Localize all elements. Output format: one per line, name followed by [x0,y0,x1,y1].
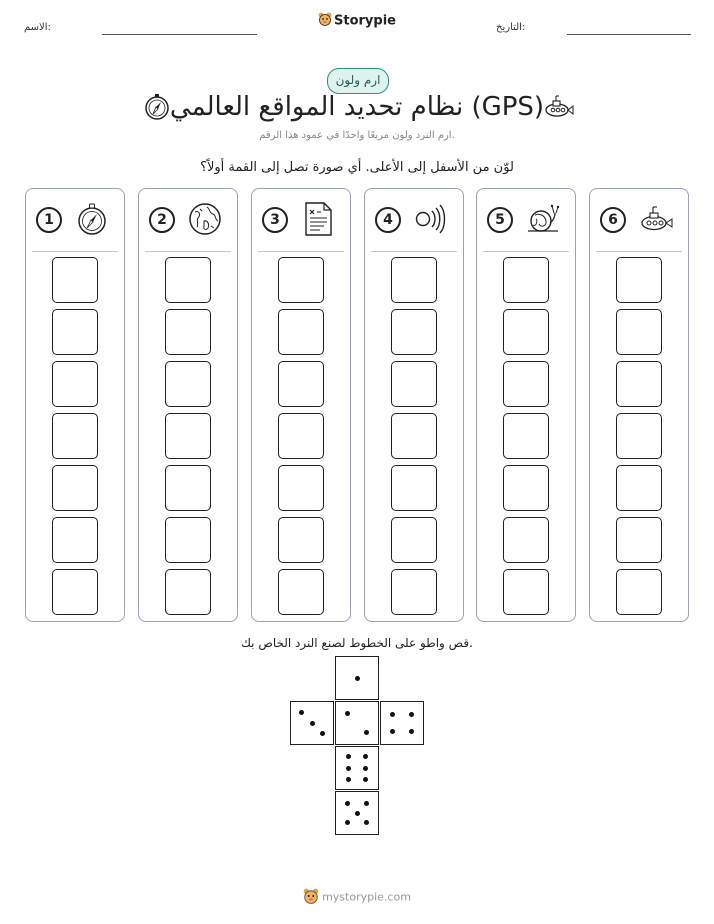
color-square[interactable] [616,309,662,355]
color-square[interactable] [165,517,211,563]
dice-pip [390,729,395,734]
dice-pip [346,766,351,771]
dice-face [335,656,379,700]
dice-pip [363,777,368,782]
color-square[interactable] [391,309,437,355]
color-square[interactable] [278,413,324,459]
color-square[interactable] [503,517,549,563]
sonar-icon [413,201,449,237]
color-square[interactable] [391,465,437,511]
column-divider [596,251,682,252]
storypie-logo-icon [303,888,319,907]
date-label: التاريخ: [496,22,526,33]
color-square[interactable] [503,413,549,459]
column-2 [138,188,238,622]
brand-name: Storypie [334,13,396,29]
column-divider [258,251,344,252]
storypie-logo-icon [318,12,332,30]
column-4 [364,188,464,622]
dice-face [335,746,379,790]
color-square[interactable] [503,465,549,511]
column-6 [589,188,689,622]
color-square[interactable] [391,257,437,303]
color-square[interactable] [278,361,324,407]
document-icon [300,201,336,237]
color-square[interactable] [503,569,549,615]
color-square[interactable] [616,569,662,615]
name-line[interactable] [102,34,257,35]
color-square[interactable] [503,309,549,355]
date-line[interactable] [567,34,691,35]
dice-pip [320,731,325,736]
column-divider [145,251,231,252]
color-square[interactable] [52,413,98,459]
color-square[interactable] [391,361,437,407]
color-square[interactable] [165,309,211,355]
dice-face [380,701,424,745]
color-square[interactable] [616,257,662,303]
compass-icon [74,201,110,237]
cut-instruction: قص واطو على الخطوط لصنع النرد الخاص بك. [241,636,473,650]
color-square[interactable] [278,257,324,303]
dice-pip [310,721,315,726]
column-number: 1 [36,207,62,233]
color-square[interactable] [278,517,324,563]
dice-pip [409,712,414,717]
dice-pip [346,777,351,782]
column-number: 6 [600,207,626,233]
dice-face [335,701,379,745]
color-square[interactable] [165,465,211,511]
name-label: الاسم: [24,22,51,33]
dice-pip [409,729,414,734]
submarine-icon [638,201,674,237]
color-square[interactable] [391,413,437,459]
dice-pip [345,820,350,825]
color-square[interactable] [503,361,549,407]
dice-pip [299,710,304,715]
column-1 [25,188,125,622]
color-square[interactable] [278,309,324,355]
color-square[interactable] [616,517,662,563]
dice-pip [364,820,369,825]
dice-pip [355,676,360,681]
dice-pip [346,754,351,759]
column-number: 5 [487,207,513,233]
dice-pip [345,711,350,716]
color-square[interactable] [52,361,98,407]
color-square[interactable] [278,569,324,615]
brand [0,12,714,30]
color-square[interactable] [52,569,98,615]
submarine-icon [542,94,574,120]
color-square[interactable] [52,465,98,511]
color-square[interactable] [165,361,211,407]
column-3 [251,188,351,622]
column-number: 4 [375,207,401,233]
color-square[interactable] [278,465,324,511]
dice-face [290,701,334,745]
dice-pip [363,766,368,771]
dice-pip [355,811,360,816]
dice-net [290,656,426,838]
footer [0,888,714,907]
color-square[interactable] [616,361,662,407]
dice-face [335,791,379,835]
dice-pip [364,801,369,806]
subtitle: ارم النرد ولون مربعًا واحدًا في عمود هذا الرقم. [259,130,455,141]
color-square[interactable] [616,465,662,511]
globe-icon [187,201,223,237]
color-square[interactable] [165,569,211,615]
color-square[interactable] [616,413,662,459]
color-square[interactable] [52,257,98,303]
color-square[interactable] [391,569,437,615]
color-square[interactable] [503,257,549,303]
dice-pip [390,712,395,717]
column-divider [371,251,457,252]
column-divider [32,251,118,252]
color-square[interactable] [165,413,211,459]
footer-url[interactable]: mystorypie.com [322,890,411,904]
roll-and-color-badge: ارم ولون [327,68,389,94]
column-divider [483,251,569,252]
color-square[interactable] [52,309,98,355]
column-number: 2 [149,207,175,233]
dice-pip [363,754,368,759]
page-title: نظام تحديد المواقع العالمي (GPS) [169,92,545,122]
instruction: لوّن من الأسفل إلى الأعلى. أي صورة تصل إلى القمة أولاً؟ [200,160,514,175]
color-square[interactable] [165,257,211,303]
color-square[interactable] [52,517,98,563]
dice-pip [345,801,350,806]
column-5 [476,188,576,622]
snail-icon [525,201,561,237]
dice-pip [364,730,369,735]
column-number: 3 [262,207,288,233]
color-square[interactable] [391,517,437,563]
